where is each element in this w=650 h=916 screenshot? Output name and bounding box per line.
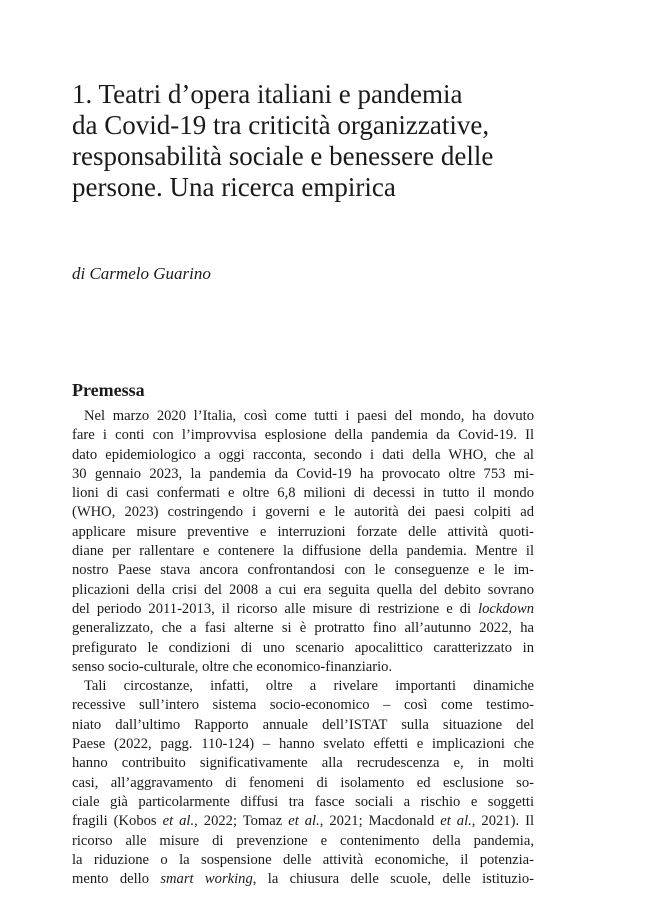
emphasis-text: et al. [162, 813, 195, 830]
text-line: generalizzato, che a fasi alterne si è protratto fino all’autunno 2022, ha [72, 620, 534, 637]
text-line: niato dall’ultimo Rapporto annuale dell’ISTAT sulla situazione del [72, 716, 534, 733]
chapter-title-line: 1. Teatri d’opera italiani e pandemia [72, 79, 463, 109]
paragraph [72, 677, 534, 889]
emphasis-text: et al. [440, 813, 472, 830]
text-segment: , 2022; Tomaz [194, 813, 289, 830]
text-segment: , 2021; Macdonald [319, 813, 441, 830]
text-line: dato epidemiologico a oggi racconta, secondo i dati della WHO, che al [72, 446, 534, 463]
text-line: hanno contribuito significativamente alla recrudescenza e, in molti [72, 755, 534, 772]
emphasis-text: lockdown [478, 600, 534, 617]
text-line: applicare misure preventive e interruzioni forzate delle attività quoti- [72, 523, 534, 540]
text-line: plicazioni della crisi del 2008 a cui era seguita quella del debito sovrano [72, 581, 534, 598]
text-line: Tali circostanze, infatti, oltre a rivelare importanti dinamiche [84, 678, 534, 695]
text-segment: , 2021). Il [471, 813, 535, 830]
emphasis-text: smart working [160, 871, 253, 888]
text-line: fare i conti con l’improvvisa esplosione della pandemia da Covid-19. Il [72, 427, 534, 444]
text-line: (WHO, 2023) costringendo i governi e le autorità dei paesi colpiti ad [72, 504, 534, 521]
emphasis-text: et al. [288, 813, 320, 830]
text-segment: , la chiusura delle scuole, delle istituzio- [252, 871, 534, 888]
text-line: lioni di casi confermati e oltre 6,8 milioni di decessi in tutto il mondo [72, 485, 534, 502]
text-line: la riduzione o la sospensione delle attività economiche, il potenzia- [72, 851, 534, 868]
chapter-title-line: responsabilità sociale e benessere delle [72, 141, 494, 171]
chapter-title [72, 79, 572, 203]
text-line: recessive sull’intero sistema socio-economico – così come testimo- [72, 697, 534, 714]
text-segment: mento dello [72, 871, 161, 888]
text-line: ricorso alle misure di prevenzione e contenimento della pandemia, [72, 832, 534, 849]
text-line: 30 gennaio 2023, la pandemia da Covid-19 ha provocato oltre 753 mi- [72, 465, 534, 482]
text-line [72, 600, 534, 619]
text-line: prefigurato le condizioni di uno scenario apocalittico caratterizzato in [72, 639, 534, 656]
text-segment: fragili (Kobos [72, 813, 163, 830]
text-line: ciale già particolarmente diffusi tra fasce sociali a rischio e soggetti [72, 793, 534, 810]
text-line: casi, all’aggravamento di fenomeni di isolamento ed esclusione so- [72, 774, 534, 791]
text-line [72, 812, 534, 831]
text-line [72, 870, 534, 889]
body-text [72, 407, 534, 889]
text-line: nostro Paese stava ancora confrontandosi con le conseguenze e le im- [72, 562, 534, 579]
author-byline: di Carmelo Guarino [72, 264, 211, 283]
paragraph [72, 407, 534, 677]
section-heading: Premessa [72, 380, 145, 400]
chapter-title-line: persone. Una ricerca empirica [72, 172, 396, 202]
text-line: Paese (2022, pagg. 110-124) – hanno svelato effetti e implicazioni che [72, 736, 534, 753]
text-line: senso socio-culturale, oltre che economico-finanziario. [72, 658, 393, 675]
text-line: Nel marzo 2020 l’Italia, così come tutti i paesi del mondo, ha dovuto [84, 408, 534, 424]
text-line: diane per rallentare e contenere la diffusione della pandemia. Mentre il [72, 543, 534, 560]
text-segment: del periodo 2011-2013, il ricorso alle misure di restrizione e di [72, 600, 479, 617]
chapter-title-line: da Covid-19 tra criticità organizzative, [72, 110, 490, 140]
